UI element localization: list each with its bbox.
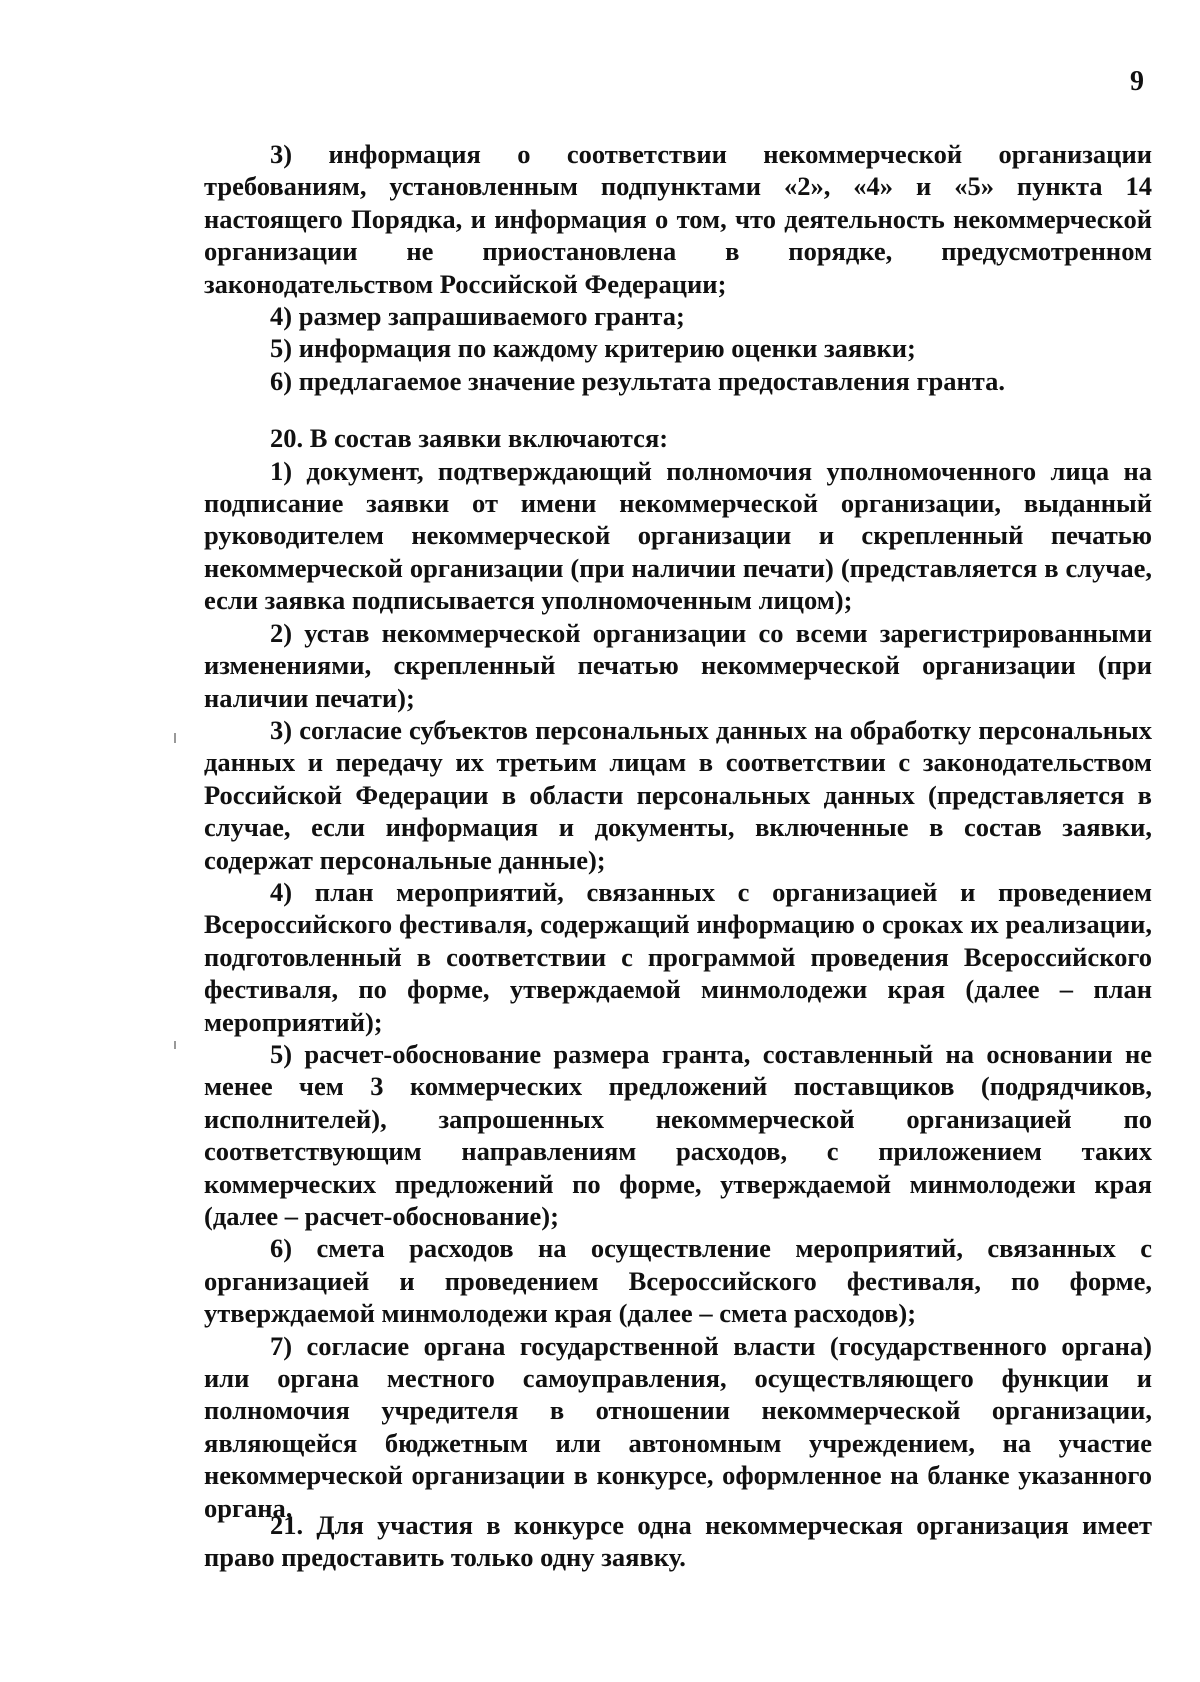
- document-body: [204, 138, 1152, 1524]
- scan-speck: [174, 1041, 176, 1049]
- paragraph-20-item-1-authority-document: 1) документ, подтверждающий полномочия уполномоченного лица на подписание заявки от имени некоммерческой организации, выданный руководителем некоммерческой организации и скрепленный печатью некоммерческой организации (при наличии печати) (представляется в случае, если заявка подписывается уполномоченным лицом);: [204, 455, 1152, 616]
- paragraph-20-item-4-event-plan: 4) план мероприятий, связанных с организацией и проведением Всероссийского фестиваля, содержащий информацию о сроках их реализации, подготовленный в соответствии с программой проведения Всероссийского фестиваля, по форме, утверждаемой минмолодежи края (далее – план мероприятий);: [204, 876, 1152, 1037]
- scan-speck: [174, 733, 176, 743]
- paragraph-item-4-grant-size: 4) размер запрашиваемого гранта;: [270, 301, 685, 332]
- paragraph-section-21: 21. Для участия в конкурсе одна некоммерческая организация имеет право предоставить только одну заявку.: [204, 1510, 1152, 1573]
- paragraph-item-5-criteria-info: 5) информация по каждому критерию оценки заявки;: [270, 333, 916, 364]
- paragraph-section-20-heading: 20. В состав заявки включаются:: [270, 423, 669, 454]
- paragraph-20-item-7-founder-consent: 7) согласие органа государственной власти (государственного органа) или органа местного самоуправления, осуществляющего функции и полномочия учредителя в отношении некоммерческой организации, являющейся бюджетным или автономным учреждением, на участие некоммерческой организации в конкурсе, оформленное на бланке указанного органа.: [204, 1330, 1152, 1523]
- section-21-body: [204, 1509, 1152, 1574]
- paragraph-20-item-3-personal-data-consent: 3) согласие субъектов персональных данных на обработку персональных данных и передачу их третьим лицам в соответствии с законодательством Российской Федерации в области персональных данных (представляется в случае, если информация и документы, включенные в состав заявки, содержат персональные данные);: [204, 714, 1152, 875]
- paragraph-20-item-5-cost-justification: 5) расчет-обоснование размера гранта, составленный на основании не менее чем 3 коммерческих предложений поставщиков (подрядчиков, исполнителей), запрошенных некоммерческой организацией по соответствующим направлениям расходов, с приложением таких коммерческих предложений по форме, утверждаемой минмолодежи края (далее – расчет-обоснование);: [204, 1038, 1152, 1231]
- paragraph-20-item-6-expense-estimate: 6) смета расходов на осуществление мероприятий, связанных с организацией и проведением Всероссийского фестиваля, по форме, утверждаемой минмолодежи края (далее – смета расходов);: [204, 1233, 1152, 1329]
- paragraph-item-3-info-compliance: 3) информация о соответствии некоммерческой организации требованиям, установленным подпунктами «2», «4» и «5» пункта 14 настоящего Порядка, и информация о том, что деятельность некоммерческой организации не приостановлена в порядке, предусмотренном законодательством Российской Федерации;: [204, 139, 1152, 299]
- paragraph-item-6-result-value: 6) предлагаемое значение результата предоставления гранта.: [270, 365, 1005, 396]
- page-number: 9: [1130, 66, 1144, 97]
- paragraph-20-item-2-charter: 2) устав некоммерческой организации со всеми зарегистрированными изменениями, скрепленный печатью некоммерческой организации (при наличии печати);: [204, 617, 1152, 713]
